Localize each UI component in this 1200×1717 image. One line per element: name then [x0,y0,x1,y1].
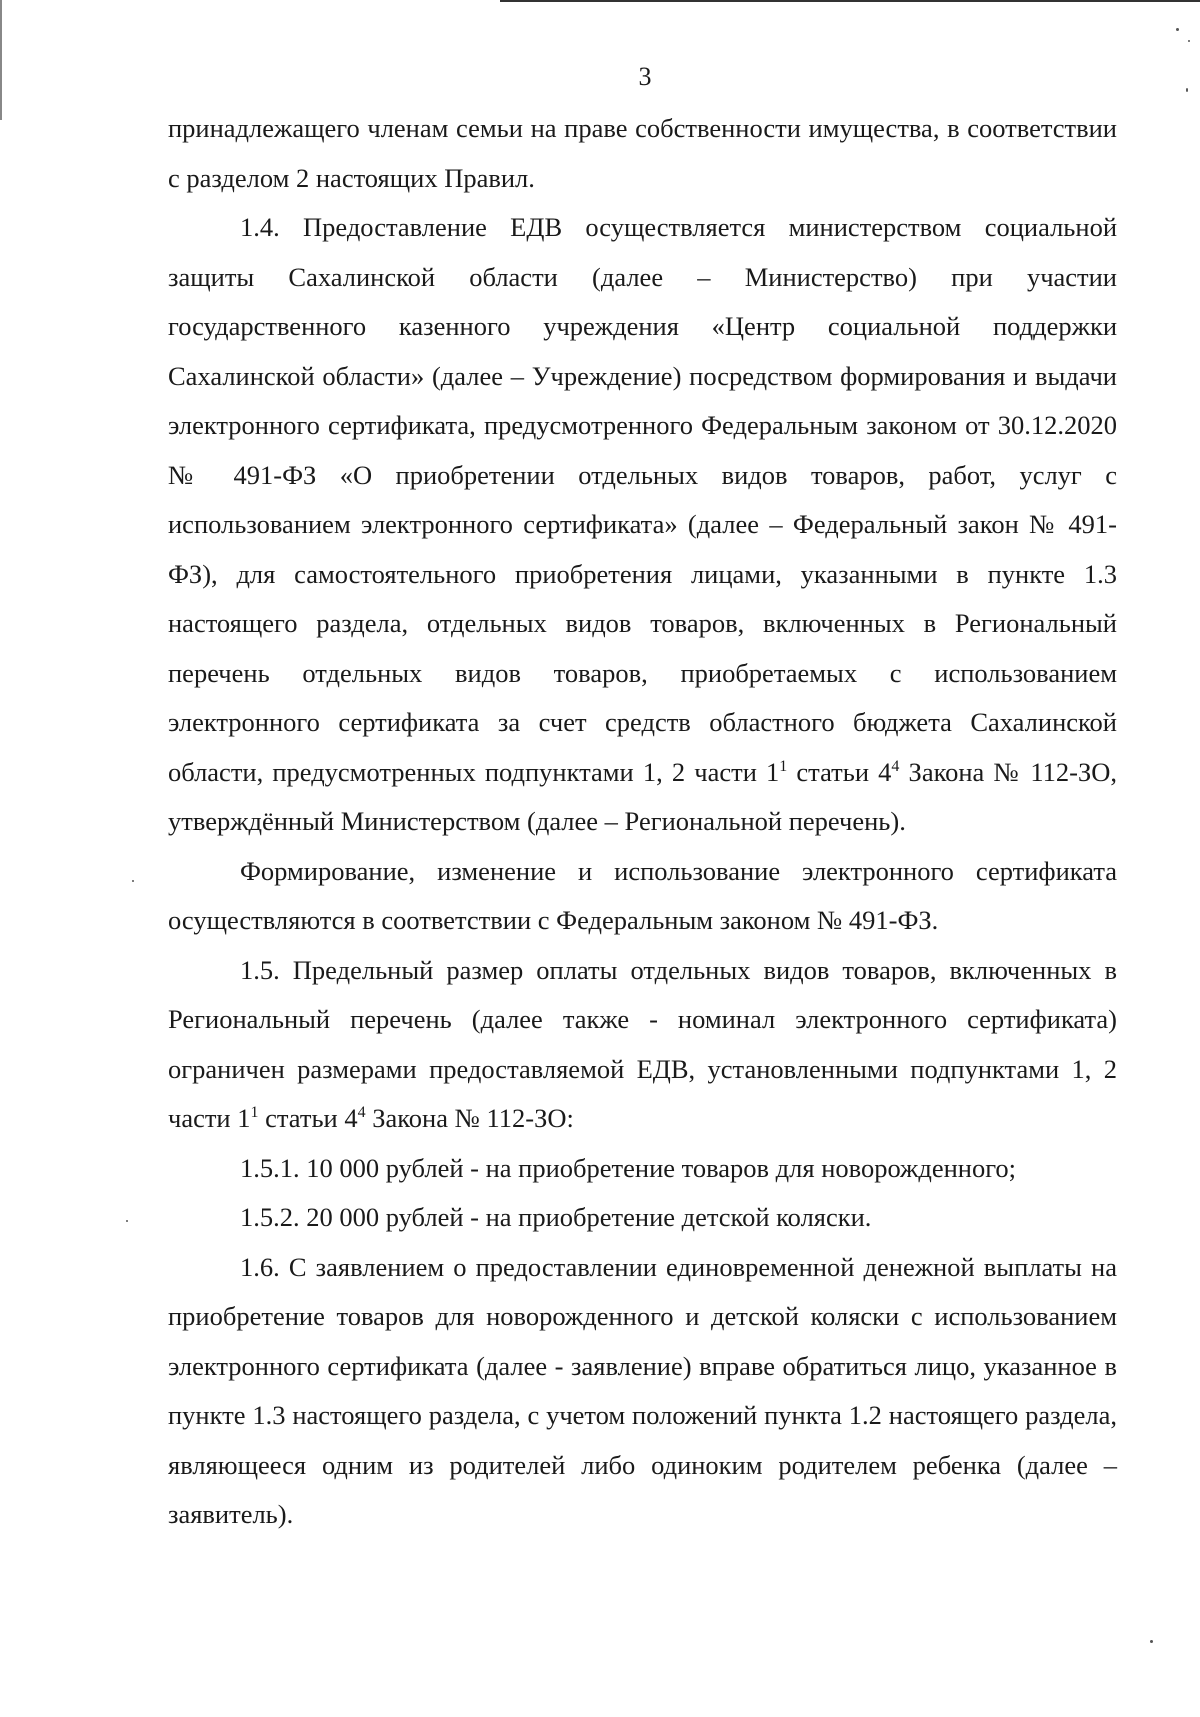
paragraph-1-4-text-b: статьи 4 [787,756,892,787]
scan-speck [1150,1640,1153,1643]
superscript-article: 4 [891,757,900,775]
paragraph-1-6: 1.6. С заявлением о предоставлении единовременной денежной выплаты на приобретение товаров для новорожденного и детской коляски с использованием электронного сертификата (далее - заявление) вправе обратиться лицо, указанное в пункте 1.3 настоящего раздела, с учетом положений пункта 1.2 настоящего раздела, являющееся одним из родителей либо одиноким родителем ребенка (далее – заявитель). [168,1251,1117,1529]
scan-speck [126,1220,128,1222]
superscript-part: 1 [779,757,788,775]
paragraph-1-5-text-b: статьи 4 [258,1103,358,1133]
scan-top-edge-line [500,0,1200,2]
paragraph-1-4-text-c: Закона № 112-ЗО, утверждённый Министерством (далее – Региональной перечень). [168,756,1118,836]
paragraph-1-5-text-a: 1.5. Предельный размер оплаты отдельных видов товаров, включенных в Региональный перечень (далее также - номинал электронного сертификата) ограничен размерами предоставляемой ЕДВ, установленными подпунктами 1, 2 части 1 [168,954,1117,1133]
superscript-part: 1 [250,1104,259,1122]
paragraph-continuation: принадлежащего членам семьи на праве собственности имущества, в соответствии с разделом 2 настоящих Правил. [168,113,1117,193]
scan-left-edge-line [0,0,2,120]
paragraph-1-4 [168,203,1117,847]
paragraph-1-4-text-a: 1.4. Предоставление ЕДВ осуществляется министерством социальной защиты Сахалинской области (далее – Министерство) при участии государственного казенного учреждения «Центр социальной поддержки Сахалинской области» (далее – Учреждение) посредством формирования и выдачи электронного сертификата, предусмотренного Федеральным законом от 30.12.2020 № 491-ФЗ «О приобретении отдельных видов товаров, работ, услуг с использованием электронного сертификата» (далее – Федеральный закон № 491-ФЗ), для самостоятельного приобретения лицами, указанными в пункте 1.3 настоящего раздела, отдельных видов товаров, включенных в Региональный перечень отдельных видов товаров, приобретаемых с использованием электронного сертификата за счет средств областного бюджета Сахалинской области, предусмотренных подпунктами 1, 2 части 1 [168,212,1117,787]
superscript-article: 4 [357,1104,366,1122]
scan-speck [1188,40,1190,42]
paragraph-1-5-2: 1.5.2. 20 000 рублей - на приобретение детской коляски. [240,1202,872,1232]
scan-speck [132,880,134,882]
page-number: 3 [638,62,652,91]
paragraph-1-5 [168,946,1117,1144]
paragraph-formation: Формирование, изменение и использование электронного сертификата осуществляются в соответствии с Федеральным законом № 491-ФЗ. [168,855,1117,935]
scan-speck [1176,28,1179,31]
paragraph-1-5-1: 1.5.1. 10 000 рублей - на приобретение товаров для новорожденного; [240,1152,1017,1183]
scan-speck [1186,88,1188,92]
document-body [168,104,1117,1540]
paragraph-1-5-text-c: Закона № 112-ЗО: [365,1103,574,1133]
